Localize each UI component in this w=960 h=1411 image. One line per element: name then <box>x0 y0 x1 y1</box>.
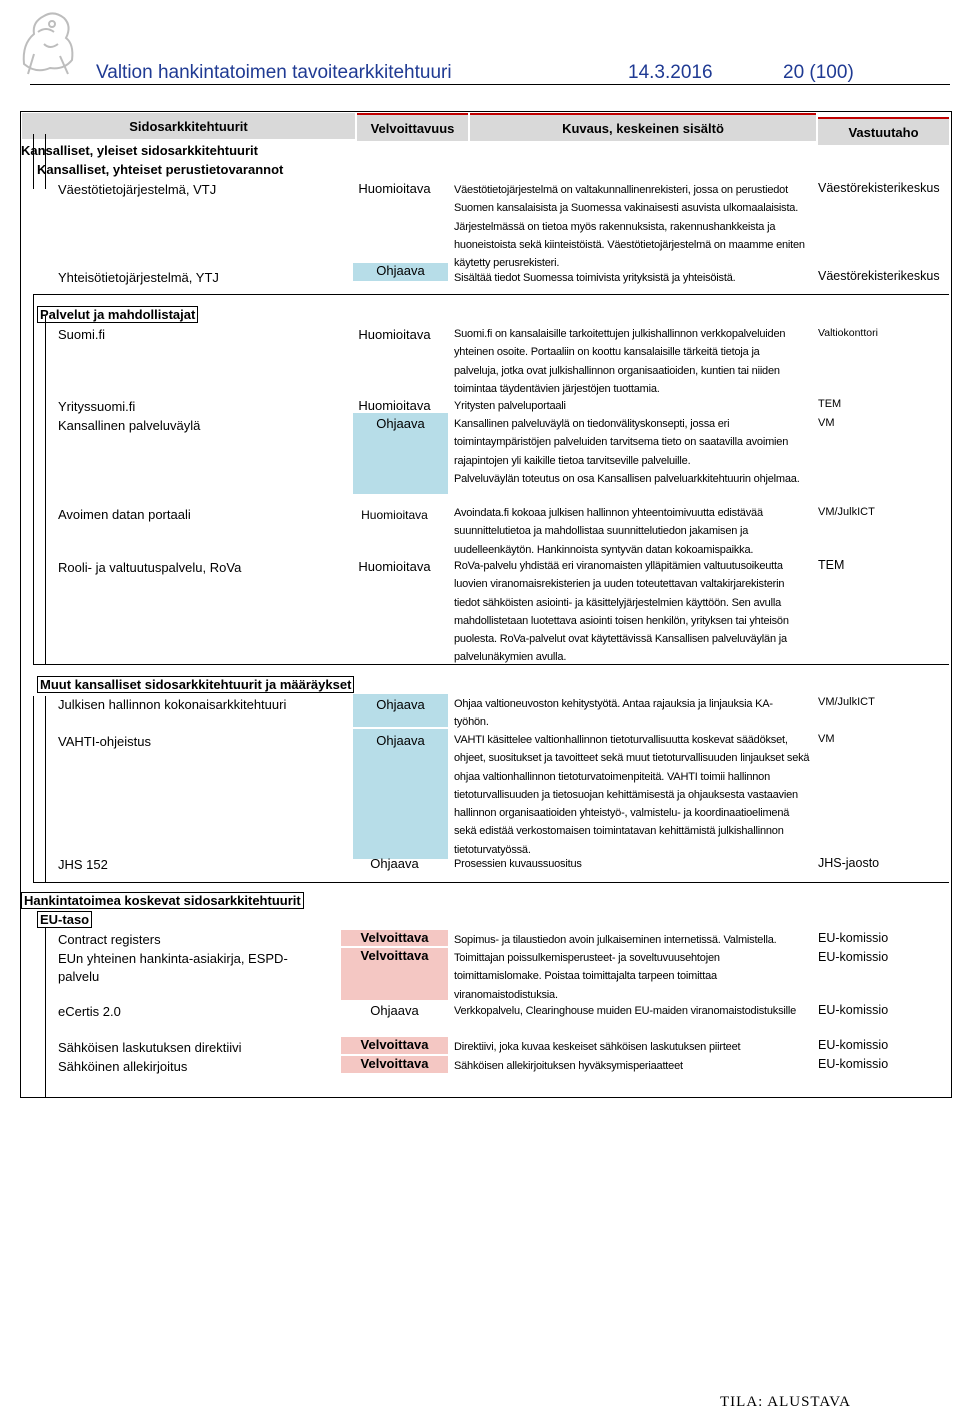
description-line: Suomi.fi on kansalaisille tarkoitettujen julkishallinnon verkkopalveluiden <box>454 328 786 340</box>
row-responsible: Väestörekisterikeskus <box>818 269 940 283</box>
description-line: hallinnon organisaatioiden yhteistyö-, valmistelu- ja koordinaatioelimenä <box>454 807 790 820</box>
rail <box>45 696 46 882</box>
row-description <box>454 949 824 1004</box>
row-responsible: EU-komissio <box>818 1003 889 1017</box>
description-line: Verkkopalvelu, Clearinghouse muiden EU-maiden viranomaistodistuksille <box>454 1005 797 1017</box>
row-description <box>454 931 824 949</box>
row-responsible: EU-komissio <box>818 1038 889 1052</box>
obligation-contract-registers: Velvoittava <box>341 930 448 946</box>
section-separator <box>33 882 949 883</box>
section-separator <box>33 294 949 295</box>
obligation-avoindata: Huomioitava <box>361 508 428 522</box>
row-description <box>454 397 824 415</box>
row-responsible: EU-komissio <box>818 1057 889 1071</box>
description-line: Ohjaa valtioneuvoston kehitystyötä. Antaa rajauksia ja linjauksia KA- <box>454 698 773 710</box>
row-name: Väestötietojärjestelmä, VTJ <box>58 182 217 197</box>
obligation-ytj: Ohjaava <box>353 263 448 281</box>
section-procurement: Hankintatoimea koskevat sidosarkkitehtuurit <box>21 892 304 909</box>
row-name: eCertis 2.0 <box>58 1004 121 1019</box>
row-description <box>454 731 824 859</box>
description-line: yhteinen osoite. Portaaliin on koottu kansalaisille tärkeitä tietoja ja <box>454 346 760 359</box>
column-header-responsible: Vastuutaho <box>818 117 949 145</box>
description-line: rajapintojen yli kaikille tietoa tarvitseville palveluille. <box>454 454 691 467</box>
description-line: toimintaa täydentävien järjestöjen tuottamia. <box>454 382 660 395</box>
row-responsible: VM/JulkICT <box>818 696 875 708</box>
section-eu-level: EU-taso <box>37 911 92 928</box>
description-line: ohjaa valtionhallinnon tietoturvatoimenpiteitä. VAHTI toimii hallinnon <box>454 770 770 783</box>
row-description <box>454 695 824 732</box>
description-line: suunnittelutietoa ja mahdollistaa suunnittelutiedon jakamisen ja <box>454 525 749 538</box>
rail <box>45 927 46 1097</box>
lion-emblem-icon <box>14 4 84 80</box>
description-line: VAHTI käsittelee valtionhallinnon tietoturvallisuutta koskevat säädökset, <box>454 734 788 746</box>
description-line: toimittamislomake. Poistaa toimittajalta tarpeen toimittaa <box>454 970 717 983</box>
row-responsible: Väestörekisterikeskus <box>818 181 940 195</box>
description-line: uudelleenkäytön. Hankinnoista syntyvän datan kokoamispaikka. <box>454 543 754 556</box>
row-responsible: EU-komissio <box>818 950 889 964</box>
document-date: 14.3.2016 <box>628 62 713 83</box>
description-line: tietoturvatyössä. <box>454 843 531 856</box>
description-line: työhön. <box>454 716 489 729</box>
row-responsible: VM <box>818 733 835 745</box>
obligation-vtj: Huomioitava <box>358 181 431 196</box>
obligation-e-invoicing: Velvoittava <box>341 1037 448 1054</box>
row-name: Avoimen datan portaali <box>58 507 191 522</box>
row-name: Sähköisen laskutuksen direktiivi <box>58 1040 242 1055</box>
obligation-vahti: Ohjaava <box>353 729 448 859</box>
section-base-registers: Kansalliset, yhteiset perustietovarannot <box>37 162 284 177</box>
description-line: puolesta. RoVa-palvelut ovat käytettävissä Kansallisen palveluväylän ja <box>454 633 787 646</box>
description-line: ohjeet, suositukset ja tavoitteet sekä muut tietoturvallisuuden linjaukset sekä <box>454 752 810 765</box>
description-line: Sisältää tiedot Suomessa toimivista yrityksistä ja yhteisöistä. <box>454 272 736 284</box>
row-responsible: TEM <box>818 558 845 572</box>
description-line: luovien viranomaisrekisterien ja uuden toteutettavan valtakirjarekisterin <box>454 578 785 591</box>
row-responsible: EU-komissio <box>818 931 889 945</box>
row-name: Rooli- ja valtuutuspalvelu, RoVa <box>58 560 242 575</box>
row-description <box>454 1057 824 1075</box>
row-responsible: JHS-jaosto <box>818 856 880 870</box>
column-header-description: Kuvaus, keskeinen sisältö <box>470 113 816 141</box>
description-line: palvelunäkymien avulla. <box>454 651 567 664</box>
section-services-enablers: Palvelut ja mahdollistajat <box>37 306 198 323</box>
obligation-yrityssuomi: Huomioitava <box>358 398 431 413</box>
description-line: Palveluväylän toteutus on osa Kansallisen palveluarkkitehtuurin ohjelmaa. <box>454 472 800 485</box>
description-line: viranomaistodistuksia. <box>454 988 558 1001</box>
row-name: Yrityssuomi.fi <box>58 399 136 414</box>
description-line: Järjestelmässä on tietoa myös rakennuksista, rakennushankkeista ja <box>454 220 776 233</box>
row-name: Julkisen hallinnon kokonaisarkkitehtuuri <box>58 697 287 712</box>
row-description <box>454 415 824 488</box>
obligation-palveluvayla: Ohjaava <box>353 413 448 494</box>
row-name: EUn yhteinen hankinta-asiakirja, ESPD- <box>58 951 288 966</box>
row-name: Contract registers <box>58 932 161 947</box>
obligation-e-signature: Velvoittava <box>341 1056 448 1073</box>
obligation-jhs: Ohjaava <box>370 856 419 871</box>
row-name: Suomi.fi <box>58 327 105 342</box>
description-line: Sähköisen allekirjoituksen hyväksymisperiaatteet <box>454 1060 683 1072</box>
description-line: tiedot sähköisten asiointi- ja käsittelyjärjestelmien käyttöön. Sen avulla <box>454 596 781 609</box>
section-other-national: Muut kansalliset sidosarkkitehtuurit ja määräykset <box>37 676 354 693</box>
description-line: RoVa-palvelu yhdistää eri viranomaisten ylläpitämien valtuutusoikeutta <box>454 560 783 572</box>
row-name: palvelu <box>58 969 100 984</box>
column-header-obligation: Velvoittavuus <box>357 113 468 141</box>
description-line: sekä edistää verkostomaisen toimintatavan kehittämistä julkishallinnon <box>454 825 784 838</box>
row-description <box>454 269 824 287</box>
page-number: 20 (100) <box>783 62 854 83</box>
row-name: JHS 152 <box>58 857 108 872</box>
description-line: mahdollistetaan luotettava asiointi toisen henkilön, yrityksen tai yhteisön <box>454 614 789 627</box>
row-name: Yhteisötietojärjestelmä, YTJ <box>58 270 219 285</box>
row-responsible: TEM <box>818 398 842 410</box>
header-divider <box>30 84 950 85</box>
row-description <box>454 325 824 398</box>
obligation-ecertis: Ohjaava <box>370 1003 419 1018</box>
description-line: Direktiivi, joka kuvaa keskeiset sähköisen laskutuksen piirteet <box>454 1041 741 1053</box>
description-line: Avoindata.fi kokoaa julkisen hallinnon yhteentoimivuutta edistävää <box>454 507 763 519</box>
description-line: Kansallinen palveluväylä on tiedonvälityskonsepti, jossa eri <box>454 418 730 430</box>
rail <box>33 696 34 882</box>
rail <box>33 294 34 664</box>
row-description <box>454 1002 824 1020</box>
description-line: Yritysten palveluportaali <box>454 400 566 412</box>
description-line: Suomen kansalaisista ja Suomessa vakinaisesti asuvista ulkomaalaisista. <box>454 202 799 215</box>
description-line: huoneistoista sekä kiinteistöistä. Väestötietojärjestelmä on maamme eniten <box>454 238 805 251</box>
row-description <box>454 557 824 667</box>
row-responsible: Valtiokonttori <box>818 327 878 339</box>
obligation-espd: Velvoittava <box>341 948 448 1000</box>
architecture-table <box>20 111 952 1098</box>
row-name: VAHTI-ohjeistus <box>58 734 151 749</box>
section-separator <box>33 664 949 665</box>
rail <box>45 316 46 664</box>
column-header-architectures: Sidosarkkitehtuurit <box>22 113 355 139</box>
row-responsible: VM <box>818 417 835 429</box>
description-line: Toimittajan poissulkemisperusteet- ja soveltuvuusehtojen <box>454 952 720 964</box>
status-label: TILA: ALUSTAVA <box>720 1394 852 1410</box>
description-line: Sopimus- ja tilaustiedon avoin julkaiseminen internetissä. Valmistella. <box>454 934 777 946</box>
row-description <box>454 181 824 272</box>
description-line: toimintaympäristöjen palveluiden tarvitsema tieto on saatavilla avoimien <box>454 436 789 449</box>
row-name: Sähköinen allekirjoitus <box>58 1059 188 1074</box>
obligation-suomifi: Huomioitava <box>358 327 431 342</box>
obligation-ka: Ohjaava <box>353 694 448 727</box>
row-description <box>454 504 824 559</box>
document-title: Valtion hankintatoimen tavoitearkkitehtuuri <box>96 62 452 83</box>
description-line: Prosessien kuvaussuositus <box>454 858 582 870</box>
row-description <box>454 1038 824 1056</box>
description-line: tietoturvallisuuden ja tietosuojan kehittämisestä ja ohjauksesta vastaavien <box>454 788 798 801</box>
section-national-general: Kansalliset, yleiset sidosarkkitehtuurit <box>21 143 258 158</box>
row-description <box>454 855 824 873</box>
row-name: Kansallinen palveluväylä <box>58 418 201 433</box>
row-responsible: VM/JulkICT <box>818 506 875 518</box>
description-line: Väestötietojärjestelmä on valtakunnallinenrekisteri, jossa on perustiedot <box>454 184 788 196</box>
obligation-rova: Huomioitava <box>358 559 431 574</box>
description-line: käytetty perusrekisteri. <box>454 257 560 270</box>
description-line: palveluja, jotka ovat julkishallinnon organisaatioiden, kuntien tai niiden <box>454 364 780 377</box>
